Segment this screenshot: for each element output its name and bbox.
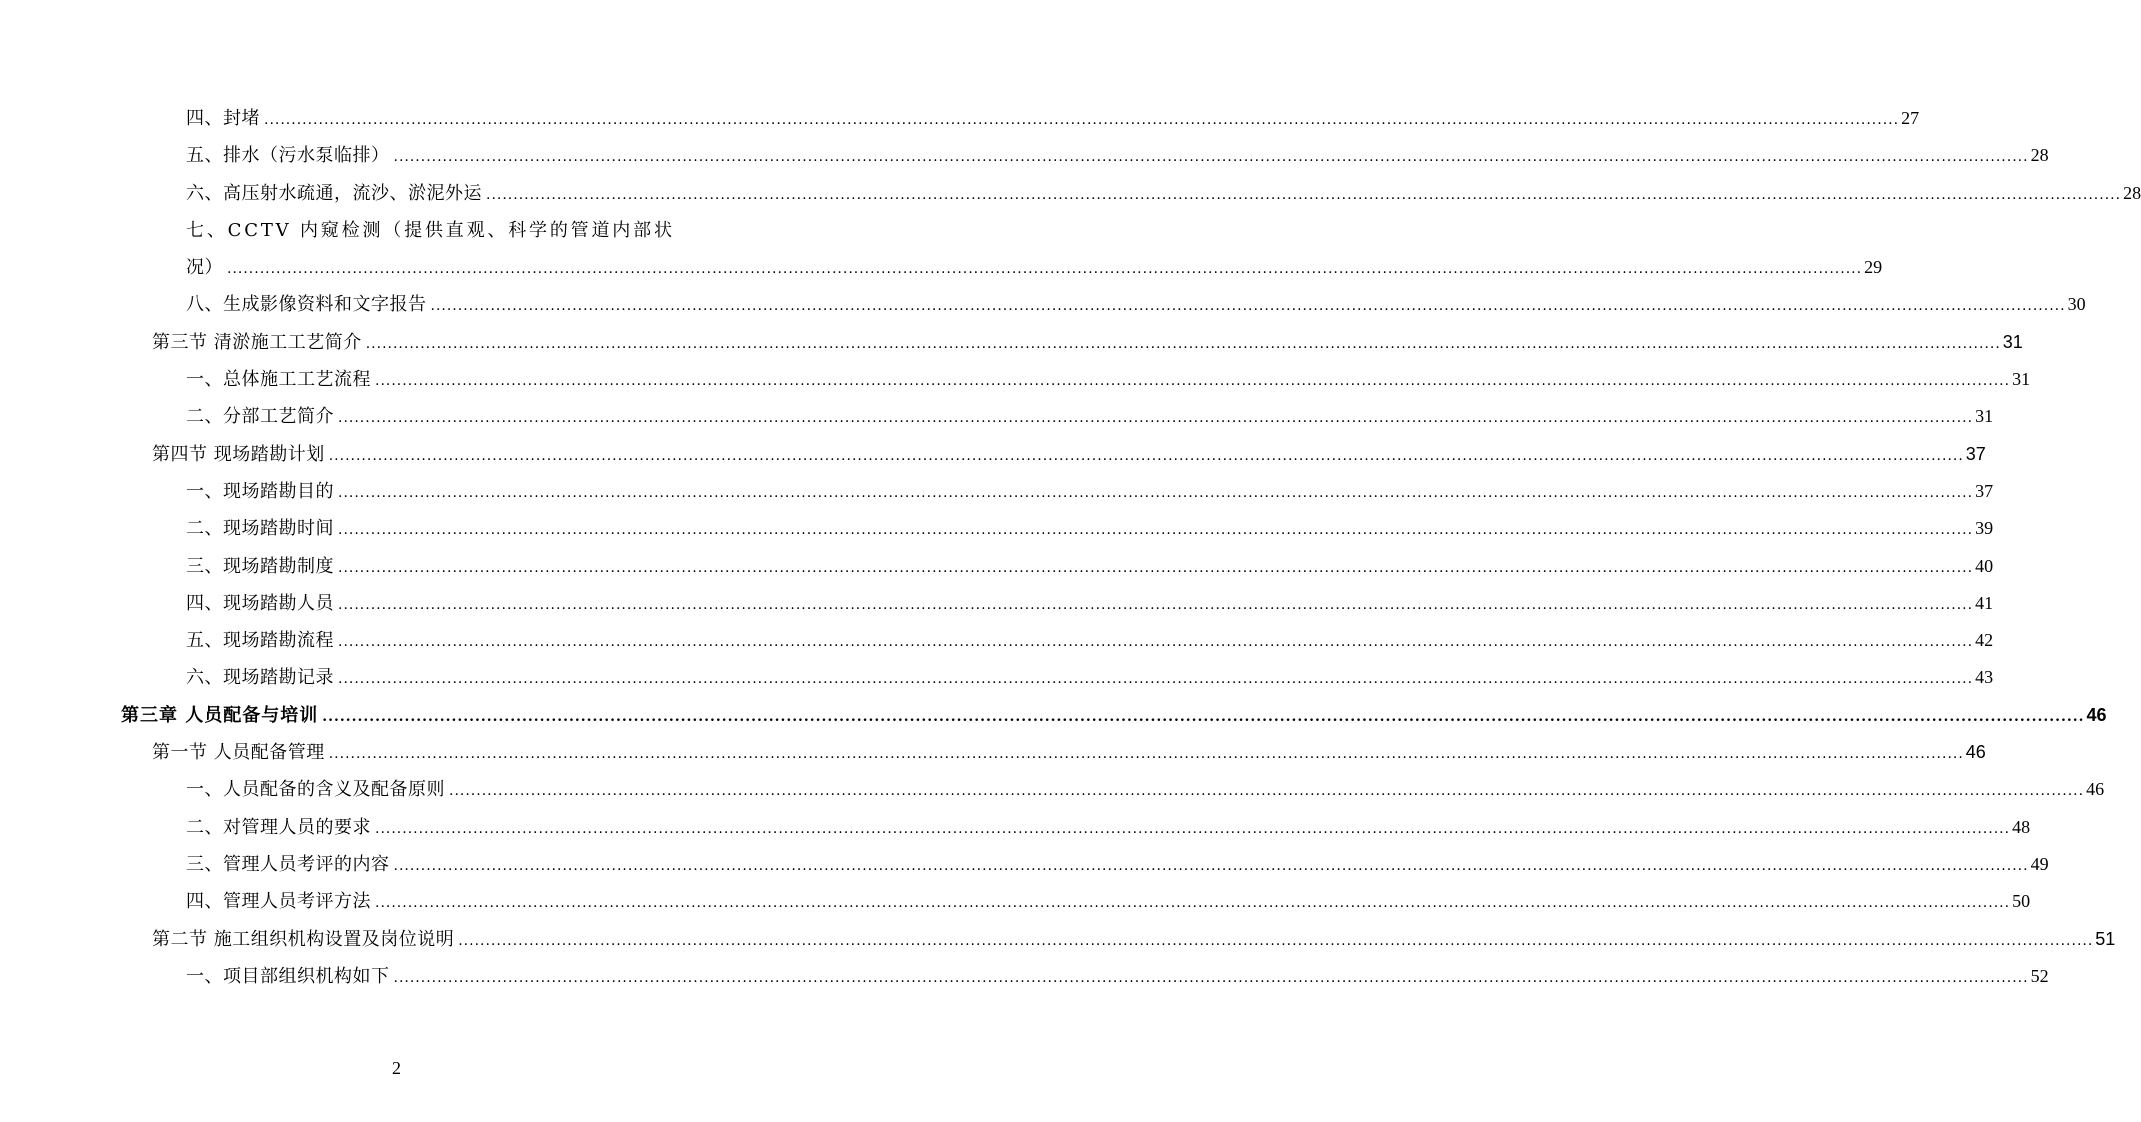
dot-leader: ............................................................................................................................................................................................................................................................................................................ bbox=[393, 969, 2029, 986]
toc-entry-title: 四、管理人员考评方法 bbox=[186, 891, 371, 913]
toc-entry-page: 29 bbox=[1864, 257, 1883, 278]
toc-entry-page: 28 bbox=[2030, 145, 2049, 166]
toc-entry-title: 六、高压射水疏通，流沙、淤泥外运 bbox=[186, 182, 482, 204]
toc-entry-page: 52 bbox=[2030, 965, 2049, 986]
dot-leader: ............................................................................................................................................................................................................................................................................................................ bbox=[338, 671, 1974, 688]
toc-entry[interactable] bbox=[0, 809, 2031, 846]
toc-entry[interactable] bbox=[0, 846, 2049, 883]
toc-entry[interactable] bbox=[0, 398, 1994, 435]
toc-entry-page: 28 bbox=[2123, 182, 2141, 203]
toc-entry-title: 第二节 施工组织机构设置及岗位说明 bbox=[152, 928, 455, 950]
toc-entry-page: 50 bbox=[2012, 891, 2031, 912]
dot-leader: ............................................................................................................................................................................................................................................................................................................ bbox=[338, 559, 1974, 576]
toc-entry[interactable] bbox=[0, 659, 1994, 696]
toc-entry-title: 一、项目部组织机构如下 bbox=[186, 965, 390, 987]
toc-entry-page: 46 bbox=[1965, 742, 1986, 763]
toc-entry-title-continuation: 况） bbox=[186, 257, 223, 279]
dot-leader: ............................................................................................................................................................................................................................................................................................................ bbox=[449, 783, 2085, 800]
toc-entry-title: 第三节 清淤施工工艺简介 bbox=[152, 331, 362, 353]
dot-leader: ............................................................................................................................................................................................................................................................................................................ bbox=[264, 112, 1900, 128]
toc-entry-page: 27 bbox=[1901, 108, 1920, 128]
toc-entry[interactable] bbox=[0, 771, 2105, 808]
toc-entry-page: 46 bbox=[2086, 704, 2107, 725]
toc-entry-title: 一、人员配备的含义及配备原则 bbox=[186, 779, 445, 801]
toc-entry-page: 41 bbox=[1975, 592, 1994, 613]
toc-entry[interactable] bbox=[0, 958, 2049, 995]
page-number: 2 bbox=[392, 1058, 401, 1078]
toc-entry-page: 46 bbox=[2086, 779, 2105, 800]
toc-entry[interactable] bbox=[0, 734, 1986, 771]
dot-leader: ............................................................................................................................................................................................................................................................................................................ bbox=[338, 596, 1974, 613]
toc-entry-title: 二、对管理人员的要求 bbox=[186, 816, 371, 838]
toc-entry-page: 37 bbox=[1975, 480, 1994, 501]
toc-entry-page: 51 bbox=[2095, 928, 2116, 949]
toc-entry-page: 37 bbox=[1965, 443, 1986, 464]
toc-entry-page: 31 bbox=[2002, 331, 2023, 352]
dot-leader: ............................................................................................................................................................................................................................................................................................................ bbox=[227, 261, 1863, 278]
dot-leader: ............................................................................................................................................................................................................................................................................................................ bbox=[375, 895, 2011, 912]
toc-entry-title: 六、现场踏勘记录 bbox=[186, 667, 334, 689]
toc-entry-title: 四、现场踏勘人员 bbox=[186, 592, 334, 614]
toc-entry[interactable] bbox=[0, 175, 2141, 212]
toc-entry-title: 八、生成影像资料和文字报告 bbox=[186, 294, 427, 316]
table-of-contents bbox=[0, 100, 2141, 995]
dot-leader: ............................................................................................................................................................................................................................................................................................................ bbox=[458, 932, 2094, 949]
toc-entry-title: 二、分部工艺简介 bbox=[186, 406, 334, 428]
dot-leader: ............................................................................................................................................................................................................................................................................................................ bbox=[365, 335, 2001, 352]
toc-entry[interactable] bbox=[0, 473, 1994, 510]
toc-entry[interactable] bbox=[0, 100, 1920, 137]
toc-entry-page: 31 bbox=[2012, 369, 2031, 390]
toc-entry-page: 42 bbox=[1975, 630, 1994, 651]
toc-entry-title: 七、CCTV 内窥检测（提供直观、科学的管道内部状 bbox=[186, 219, 675, 241]
toc-entry-title: 第一节 人员配备管理 bbox=[152, 742, 325, 764]
toc-entry-title: 四、封堵 bbox=[186, 108, 260, 129]
toc-entry[interactable] bbox=[0, 883, 2031, 920]
toc-entry[interactable] bbox=[0, 436, 1986, 473]
toc-entry[interactable] bbox=[0, 585, 1994, 622]
toc-entry-title: 三、现场踏勘制度 bbox=[186, 555, 334, 577]
toc-entry[interactable] bbox=[0, 921, 2116, 958]
toc-entry-continuation[interactable] bbox=[0, 249, 1883, 286]
dot-leader: ............................................................................................................................................................................................................................................................................................................ bbox=[486, 186, 2122, 203]
toc-entry-title: 三、管理人员考评的内容 bbox=[186, 853, 390, 875]
toc-entry[interactable] bbox=[0, 324, 2023, 361]
toc-entry-page: 39 bbox=[1975, 518, 1994, 539]
toc-entry-page: 48 bbox=[2012, 816, 2031, 837]
toc-entry-title: 二、现场踏勘时间 bbox=[186, 518, 334, 540]
dot-leader: ............................................................................................................................................................................................................................................................................................................ bbox=[375, 373, 2011, 390]
toc-entry[interactable] bbox=[0, 212, 793, 249]
toc-entry-title: 五、排水（污水泵临排） bbox=[186, 145, 390, 167]
dot-leader: ............................................................................................................................................................................................................................................................................................................ bbox=[393, 857, 2029, 874]
toc-entry-title: 第四节 现场踏勘计划 bbox=[152, 443, 325, 465]
toc-entry[interactable] bbox=[0, 697, 2107, 734]
toc-entry[interactable] bbox=[0, 548, 1994, 585]
toc-entry-title: 一、现场踏勘目的 bbox=[186, 480, 334, 502]
dot-leader: ............................................................................................................................................................................................................................................................................................................ bbox=[393, 149, 2029, 166]
toc-entry-page: 40 bbox=[1975, 555, 1994, 576]
dot-leader: ............................................................................................................................................................................................................................................................................................................ bbox=[328, 447, 1964, 464]
toc-entry[interactable] bbox=[0, 510, 1994, 547]
toc-entry-page: 30 bbox=[2067, 294, 2086, 315]
dot-leader: ............................................................................................................................................................................................................................................................................................................ bbox=[375, 820, 2011, 837]
toc-entry[interactable] bbox=[0, 361, 2031, 398]
dot-leader: ............................................................................................................................................................................................................................................................................................................ bbox=[338, 410, 1974, 427]
toc-entry[interactable] bbox=[0, 137, 2049, 174]
toc-entry-title: 一、总体施工工艺流程 bbox=[186, 369, 371, 391]
toc-entry-page: 31 bbox=[1975, 406, 1994, 427]
toc-entry-title: 五、现场踏勘流程 bbox=[186, 630, 334, 652]
dot-leader: ............................................................................................................................................................................................................................................................................................................ bbox=[328, 746, 1964, 763]
toc-entry[interactable] bbox=[0, 286, 2086, 323]
toc-entry-page: 43 bbox=[1975, 667, 1994, 688]
toc-entry[interactable] bbox=[0, 622, 1994, 659]
dot-leader: ............................................................................................................................................................................................................................................................................................................ bbox=[338, 634, 1974, 651]
toc-entry-title: 第三章 人员配备与培训 bbox=[121, 704, 319, 726]
dot-leader: ............................................................................................................................................................................................................................................................................................................ bbox=[322, 708, 2085, 725]
dot-leader: ............................................................................................................................................................................................................................................................................................................ bbox=[338, 522, 1974, 539]
toc-entry-page: 49 bbox=[2030, 853, 2049, 874]
dot-leader: ............................................................................................................................................................................................................................................................................................................ bbox=[338, 484, 1974, 501]
dot-leader: ............................................................................................................................................................................................................................................................................................................ bbox=[430, 298, 2066, 315]
